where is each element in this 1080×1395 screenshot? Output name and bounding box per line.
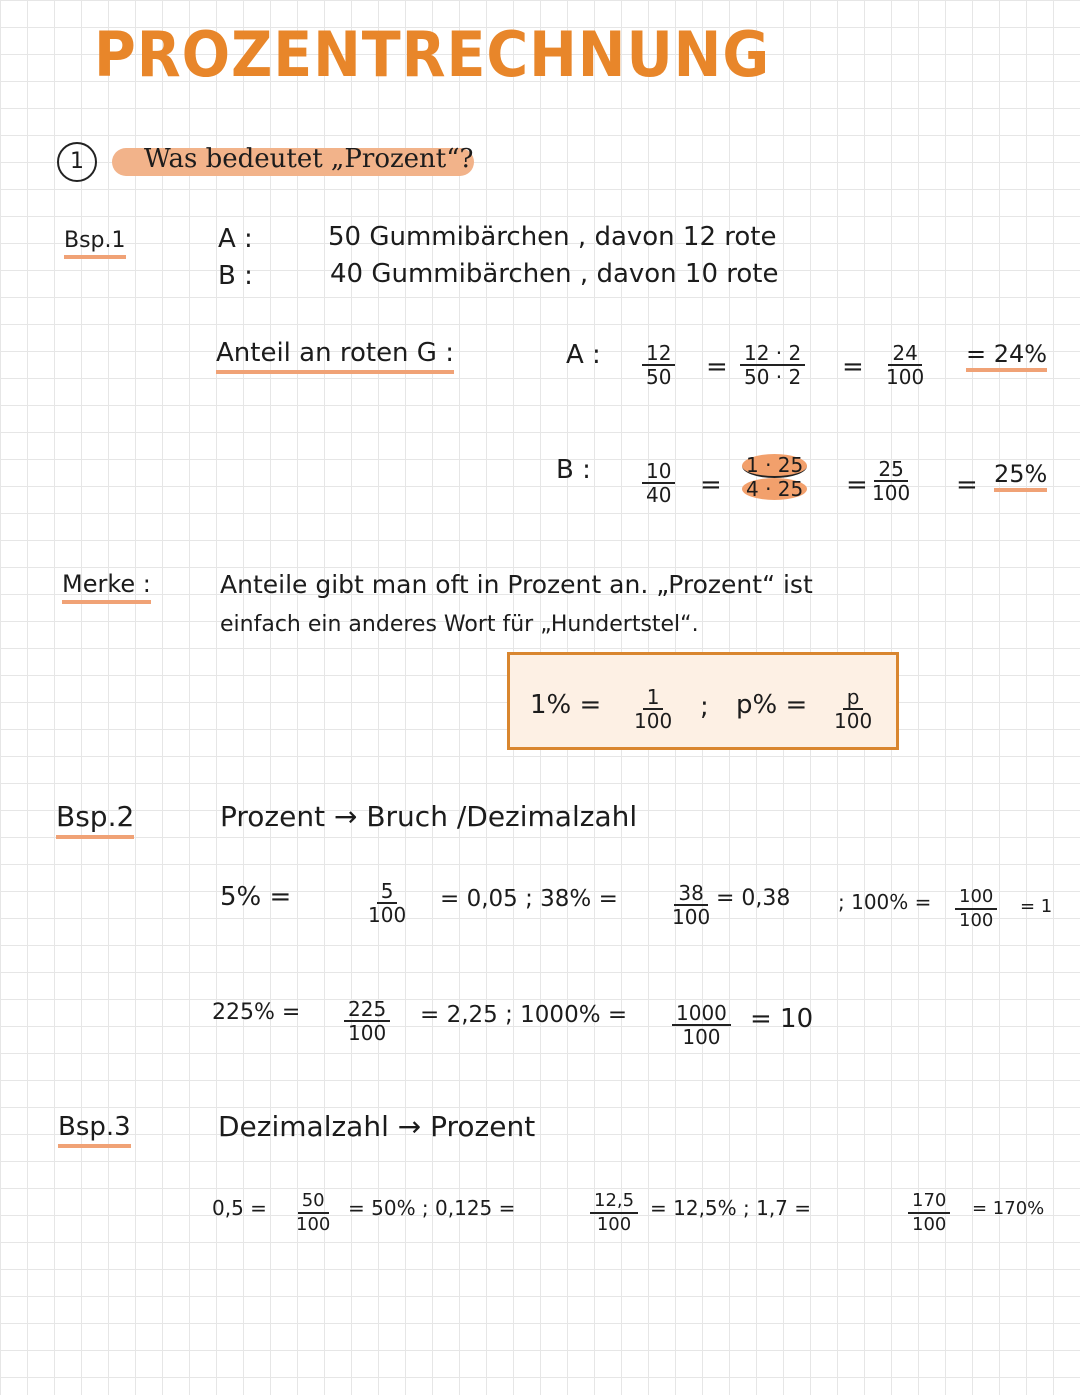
page-title: PROZENTRECHNUNG xyxy=(94,18,771,91)
merke-label: Merke : xyxy=(62,570,151,604)
row-b-label: B : xyxy=(556,455,591,485)
box-one-percent: 1% = xyxy=(530,690,602,720)
row-a-fraction-2: $\frac{12 \cdot 2}{50 \cdot 2}$ xyxy=(740,342,805,388)
anteil-label: Anteil an roten G : xyxy=(216,338,454,374)
bsp3-fraction-a: $\frac{50}{100}$ xyxy=(296,1190,331,1235)
box-p-percent: p% = xyxy=(736,690,808,720)
box-separator: ; xyxy=(700,692,709,722)
row-a-result: = 24% xyxy=(966,340,1047,372)
bsp3-heading: Dezimalzahl → Prozent xyxy=(218,1110,536,1143)
row-a-equals: = xyxy=(706,352,728,382)
bsp3-label: Bsp.3 xyxy=(58,1112,131,1148)
bsp3-r-c: = 12,5% ; 1,7 = xyxy=(650,1196,812,1220)
line-b-text: 40 Gummibärchen , davon 10 rote xyxy=(330,259,779,289)
bsp3-r-b: = 50% ; 0,125 = xyxy=(348,1196,516,1220)
bsp2-r2-fraction-b: $\frac{1000}{100}$ xyxy=(672,1002,731,1048)
row-b-result: 25% xyxy=(994,460,1047,492)
bsp1-label: Bsp.1 xyxy=(64,228,126,259)
row-a-fraction-3: $\frac{24}{100}$ xyxy=(886,341,925,389)
line-a-label: A : xyxy=(218,224,253,254)
bsp3-fraction-b: $\frac{12,5}{100}$ xyxy=(590,1190,638,1236)
bsp2-r1-fraction-a: $\frac{5}{100}$ xyxy=(368,879,407,927)
bsp2-r1-c: = 0,38 xyxy=(716,886,791,911)
line-a-text: 50 Gummibärchen , davon 12 rote xyxy=(328,222,777,252)
section-number: 1 xyxy=(57,142,97,182)
merke-line-1: Anteile gibt man oft in Prozent an. „Prozent“ ist xyxy=(220,570,813,599)
bsp2-r2-b: = 2,25 ; 1000% = xyxy=(420,1002,628,1028)
bsp3-fraction-c: $\frac{170}{100}$ xyxy=(908,1190,950,1236)
row-a-equals-2: = xyxy=(842,352,864,382)
bsp2-r1-e: = 1 xyxy=(1020,896,1053,917)
section-question: Was bedeutet „Prozent“? xyxy=(144,144,474,174)
bsp2-r1-fraction-b: $\frac{38}{100}$ xyxy=(672,881,711,929)
row-b-fraction-2: $\frac{1 \cdot 25}{4 \cdot 25}$ xyxy=(742,454,807,500)
box-fraction-1: $\frac{1}{100}$ xyxy=(634,685,673,733)
row-b-equals: = xyxy=(700,470,722,500)
bsp2-r1-b: = 0,05 ; 38% = xyxy=(440,886,618,912)
bsp2-label: Bsp.2 xyxy=(56,800,134,839)
bsp3-r-d: = 170% xyxy=(972,1198,1045,1219)
merke-line-2: einfach ein anderes Wort für „Hundertstel“. xyxy=(220,612,699,637)
bsp2-r2-a: 225% = xyxy=(212,1000,301,1025)
bsp2-r1-fraction-d: $\frac{100}{100}$ xyxy=(955,886,997,932)
row-b-fraction-3: $\frac{25}{100}$ xyxy=(872,457,911,505)
line-b-label: B : xyxy=(218,261,253,291)
bsp2-r1-d: ; 100% = xyxy=(838,890,932,914)
box-fraction-2: $\frac{p}{100}$ xyxy=(834,685,873,733)
row-a-label: A : xyxy=(566,340,601,370)
row-b-fraction-1: $\frac{10}{40}$ xyxy=(642,460,675,506)
bsp3-r-a: 0,5 = xyxy=(212,1196,267,1220)
row-b-equals-3: = xyxy=(956,470,978,500)
bsp2-r1-a: 5% = xyxy=(220,882,292,912)
bsp2-r2-c: = 10 xyxy=(750,1004,814,1034)
row-a-fraction-1: $\frac{12}{50}$ xyxy=(642,342,675,388)
row-b-equals-2: = xyxy=(846,470,868,500)
bsp2-r2-fraction-a: $\frac{225}{100}$ xyxy=(344,998,390,1044)
bsp2-heading: Prozent → Bruch /Dezimalzahl xyxy=(220,800,638,833)
